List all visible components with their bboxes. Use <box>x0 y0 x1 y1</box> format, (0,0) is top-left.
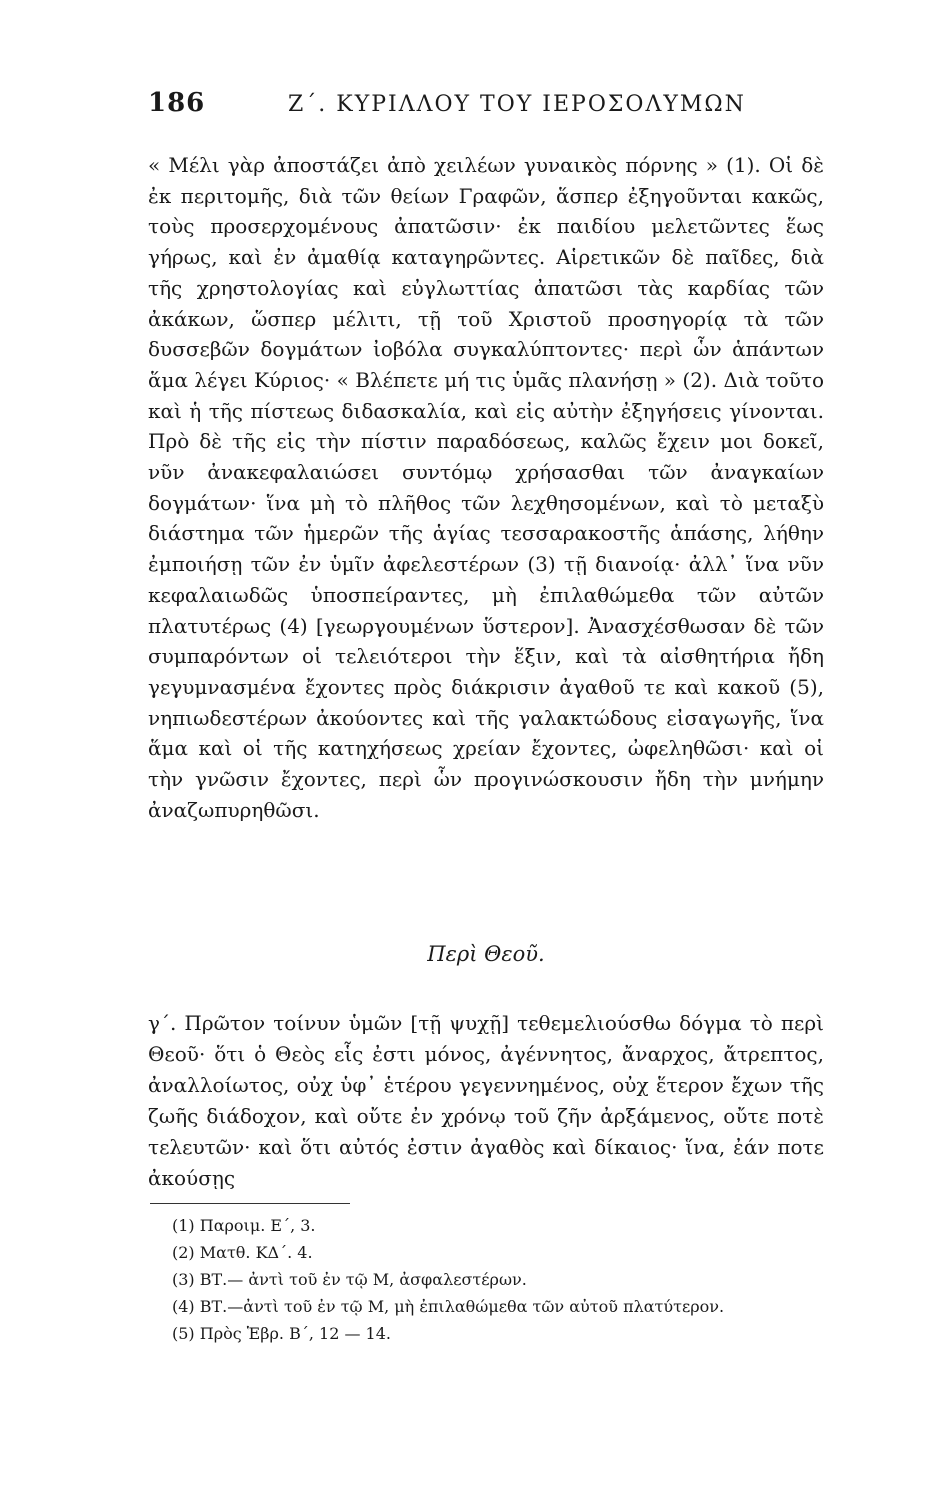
section-heading: Περὶ Θεοῦ. <box>427 942 545 966</box>
footnote-4: (4) ΒΤ.—ἀντὶ τοῦ ἐν τῷ Μ, μὴ ἐπιλαθώμεθα τῶν αὐτοῦ πλατύτερον. <box>172 1297 725 1316</box>
footnote-3: (3) ΒΤ.— ἀντὶ τοῦ ἐν τῷ Μ, ἀσφαλεστέρων. <box>172 1270 527 1289</box>
body-paragraph-1: « Μέλι γὰρ ἀποστάζει ἀπὸ χειλέων γυναικὸς πόρνης » (1). Οἱ δὲ ἐκ περιτομῆς, διὰ τῶν θείων Γραφῶν, ἅσπερ ἐξηγοῦνται κακῶς, τοὺς προσερχομένους ἀπατῶσιν· ἐκ παιδίου μελετῶντες ἕως γήρως, καὶ ἐν ἀμαθίᾳ καταγηρῶντες. Αἱρετικῶν δὲ παῖδες, διὰ τῆς χρηστολογίας καὶ εὐγλωττίας ἀπατῶσι τὰς καρδίας τῶν ἀκάκων, ὥσπερ μέλιτι, τῇ τοῦ Χριστοῦ προσηγορίᾳ τὰ τῶν δυσσεβῶν δογμάτων ἰοβόλα συγκαλύπτοντες· περὶ ὧν ἁπάντων ἅμα λέγει Κύριος· « Βλέπετε μή τις ὑμᾶς πλανήσῃ » (2). Διὰ τοῦτο καὶ ἡ τῆς πίστεως διδασκαλία, καὶ εἰς αὐτὴν ἐξηγήσεις γίνονται. Πρὸ δὲ τῆς εἰς τὴν πίστιν παραδόσεως, καλῶς ἔχειν μοι δοκεῖ, νῦν ἀνακεφαλαιώσει συντόμῳ χρήσασθαι τῶν ἀναγκαίων δογμάτων· ἵνα μὴ τὸ πλῆθος τῶν λεχθησομένων, καὶ τὸ μεταξὺ διάστημα τῶν ἡμερῶν τῆς ἁγίας τεσσαρακοστῆς ἁπάσης, λήθην ἐμποιήσῃ τῶν ἐν ὑμῖν ἀφελεστέρων (3) τῇ διανοίᾳ· ἀλλ᾽ ἵνα νῦν κεφαλαιωδῶς ὑποσπείραντες, μὴ ἐπιλαθώμεθα τῶν αὐτῶν πλατυτέρως (4) [γεωργουμένων ὕστερον]. Ἀνασχέσθωσαν δὲ τῶν συμπαρόντων οἱ τελειότεροι τὴν ἕξιν, καὶ τὰ αἰσθητήρια ἤδη γεγυμνασμένα ἔχοντες πρὸς διάκρισιν ἀγαθοῦ τε καὶ κακοῦ (5), νηπιωδεστέρων ἀκούοντες καὶ τῆς γαλακτώδους εἰσαγωγῆς, ἵνα ἅμα καὶ οἱ τῆς κατηχήσεως χρείαν ἔχοντες, ὠφεληθῶσι· καὶ οἱ τὴν γνῶσιν ἔχοντες, περὶ ὧν προγινώσκουσιν ἤδη τὴν μνήμην ἀναζωπυρηθῶσι. <box>148 153 824 822</box>
footnote-1: (1) Παροιμ. Ε΄, 3. <box>172 1216 316 1235</box>
body-paragraph-2: γ΄. Πρῶτον τοίνυν ὑμῶν [τῇ ψυχῇ] τεθεμελιούσθω δόγμα τὸ περὶ Θεοῦ· ὅτι ὁ Θεὸς εἷς ἐστι μόνος, ἀγέννητος, ἄναρχος, ἄτρεπτος, ἀναλλοίωτος, οὐχ ὑφ᾽ ἑτέρου γεγεννημένος, οὐχ ἕτερον ἔχων τῆς ζωῆς διάδοχον, καὶ οὔτε ἐν χρόνῳ τοῦ ζῆν ἀρξάμενος, οὔτε ποτὲ τελευτῶν· καὶ ὅτι αὐτός ἐστιν ἀγαθὸς καὶ δίκαιος· ἵνα, ἐάν ποτε ἀκούσῃς <box>148 1011 824 1190</box>
page-header <box>148 88 828 124</box>
footnote-2: (2) Ματθ. ΚΔ΄. 4. <box>172 1243 313 1262</box>
footnote-divider <box>150 1203 350 1204</box>
footnote-5: (5) Πρὸς Ἑβρ. Β΄, 12 — 14. <box>172 1324 391 1343</box>
page-number: 186 <box>148 88 206 118</box>
footnotes-list <box>172 1212 812 1347</box>
running-title: Ζ΄. ΚΥΡΙΛΛΟΥ ΤΟΥ ΙΕΡΟΣΟΛΥΜΩΝ <box>288 92 746 117</box>
